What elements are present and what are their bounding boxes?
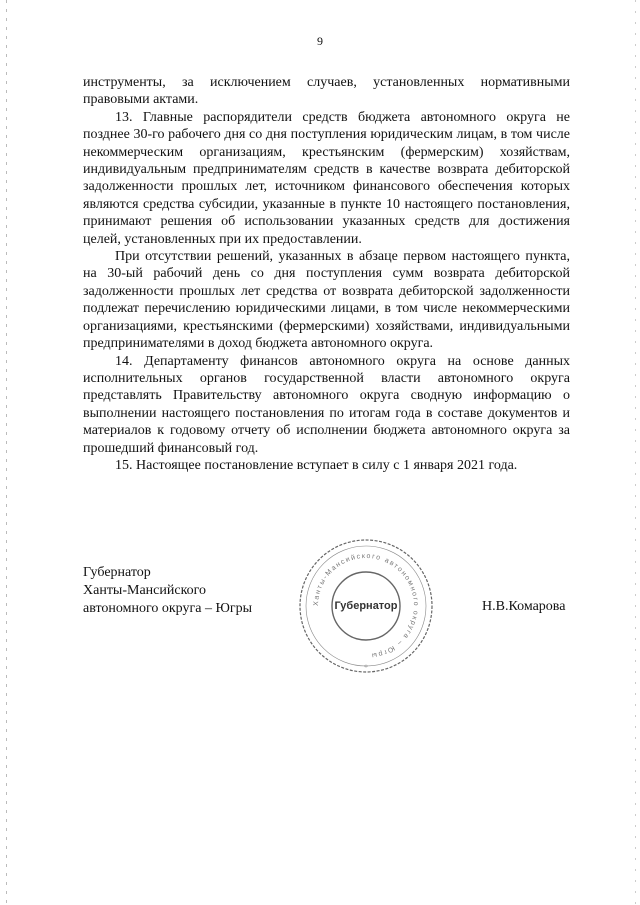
scan-edge-left — [6, 0, 7, 905]
paragraph-13-second: При отсутствии решений, указанных в абзаце первом настоящего пункта, на 30-ый рабочий день со дня поступления сумм возврата дебиторской задолженности прошлых лет средства от возврата дебиторской задолженности подлежат перечислению юридическими лицами, в том числе некоммерческими организациями, крестьянскими (фермерскими) хозяйствами, индивидуальными предпринимателями в доход бюджета автономного округа. — [83, 249, 570, 352]
signatory-title-line-3: автономного округа – Югры — [83, 601, 252, 616]
paragraph-14: 14. Департаменту финансов автономного округа на основе данных исполнительных органов государственной власти автономного округа представлять Правительству автономного округа сводную информацию о выполнении настоящего постановления по итогам года в составе документов и материалов к годовому отчету об исполнении бюджета автономного округа за прошедший финансовый год. — [83, 353, 570, 456]
svg-text:*: * — [364, 663, 368, 672]
official-stamp — [296, 536, 436, 676]
paragraph-15: 15. Настоящее постановление вступает в силу с 1 января 2021 года. — [115, 457, 518, 473]
page-number: 9 — [317, 34, 323, 48]
scan-edge-right — [635, 0, 636, 905]
paragraph-continuation: инструменты, за исключением случаев, установленных нормативными правовыми актами. — [83, 75, 570, 108]
paragraph-13: 13. Главные распорядители средств бюджета автономного округа не позднее 30-го рабочего дня со дня поступления юридическим лицам, в том числе некоммерческим организациям, крестьянским (фермерским) хозяйствам, индивидуальным предпринимателям средств в качестве возврата дебиторской задолженности прошлых лет, источником финансового обеспечения которых являются средства субсидии, указанные в пункте 10 настоящего постановления, принимают решения об использовании указанных средств для достижения целей, установленных при их предоставлении. — [83, 109, 570, 247]
stamp-ring-text: Ханты-Мансийского автономного округа – Югры — [312, 552, 420, 659]
signatory-name: Н.В.Комарова — [482, 599, 566, 614]
signatory-title — [83, 564, 252, 618]
signatory-title-line-2: Ханты-Мансийского — [83, 583, 207, 598]
stamp-center-text: Губернатор — [334, 600, 398, 612]
signatory-title-line-1: Губернатор — [83, 565, 151, 580]
document-body — [83, 74, 570, 474]
